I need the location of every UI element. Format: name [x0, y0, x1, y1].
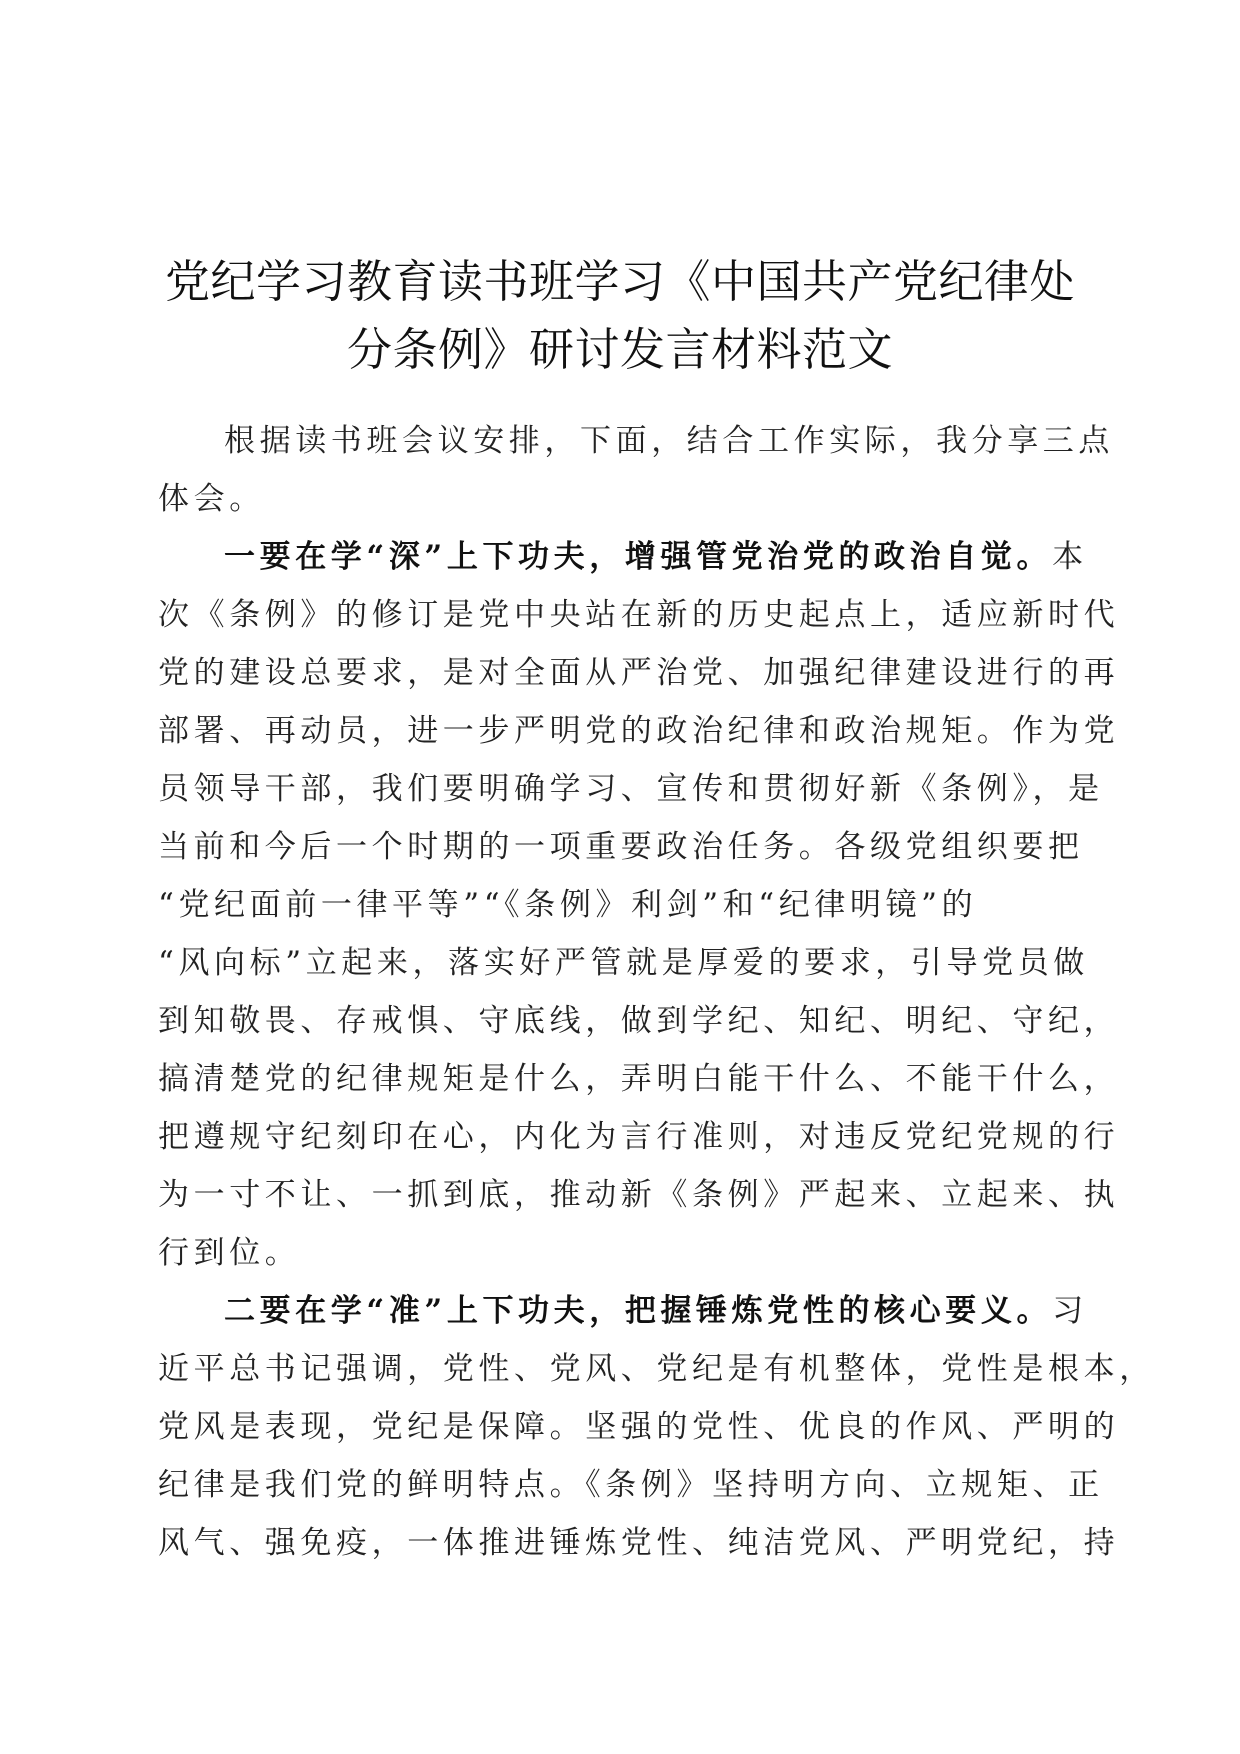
document-body	[158, 412, 1155, 1572]
section-1-line: 员领导干部，我们要明确学习、宣传和贯彻好新《条例》，是	[158, 771, 1104, 807]
section-2-line: 党风是表现，党纪是保障。坚强的党性、优良的作风、严明的	[158, 1409, 1120, 1445]
section-1-line: 到知敬畏、存戒惧、守底线，做到学纪、知纪、明纪、守纪，	[158, 1003, 1120, 1039]
intro-line: 根据读书班会议安排，下面，结合工作实际，我分享三点	[224, 423, 1114, 459]
section-2-paragraph	[158, 1282, 1155, 1572]
section-1-line: 部署、再动员，进一步严明党的政治纪律和政治规矩。作为党	[158, 713, 1120, 749]
section-2-heading: 二要在学“准”上下功夫，把握锤炼党性的核心要义。	[224, 1293, 1053, 1329]
section-2-line: 纪律是我们党的鲜明特点。《条例》坚持明方向、立规矩、正	[158, 1467, 1104, 1503]
section-2-first-tail: 习	[1052, 1293, 1088, 1329]
section-2-line: 近平总书记强调，党性、党风、党纪是有机整体，党性是根本，	[158, 1351, 1155, 1387]
section-2-first-line	[158, 1282, 1088, 1340]
section-1-first-line	[158, 528, 1088, 586]
section-1-first-tail: 本	[1052, 539, 1088, 575]
section-1-line: 党的建设总要求，是对全面从严治党、加强纪律建设进行的再	[158, 655, 1120, 691]
section-1-paragraph	[158, 528, 1120, 1282]
intro-paragraph	[158, 412, 1114, 528]
intro-line: 体会。	[158, 481, 265, 517]
section-1-line: “党纪面前一律平等”“《条例》利剑”和“纪律明镜”的	[158, 887, 978, 923]
section-1-line: 次《条例》的修订是党中央站在新的历史起点上，适应新时代	[158, 597, 1120, 633]
document-title	[150, 248, 1090, 384]
section-1-line: 把遵规守纪刻印在心，内化为言行准则，对违反党纪党规的行	[158, 1119, 1120, 1155]
title-line-1: 党纪学习教育读书班学习《中国共产党纪律处	[164, 255, 1075, 308]
section-1-line: 行到位。	[158, 1235, 301, 1271]
section-1-line: 当前和今后一个时期的一项重要政治任务。各级党组织要把	[158, 829, 1084, 865]
title-line-2: 分条例》研讨发言材料范文	[346, 323, 893, 376]
section-1-line: 搞清楚党的纪律规矩是什么，弄明白能干什么、不能干什么，	[158, 1061, 1120, 1097]
section-1-heading: 一要在学“深”上下功夫，增强管党治党的政治自觉。	[224, 539, 1053, 575]
section-2-line: 风气、强免疫，一体推进锤炼党性、纯洁党风、严明党纪，持	[158, 1525, 1120, 1561]
section-1-line: “风向标”立起来，落实好严管就是厚爱的要求，引导党员做	[158, 945, 1089, 981]
section-1-line: 为一寸不让、一抓到底，推动新《条例》严起来、立起来、执	[158, 1177, 1120, 1213]
